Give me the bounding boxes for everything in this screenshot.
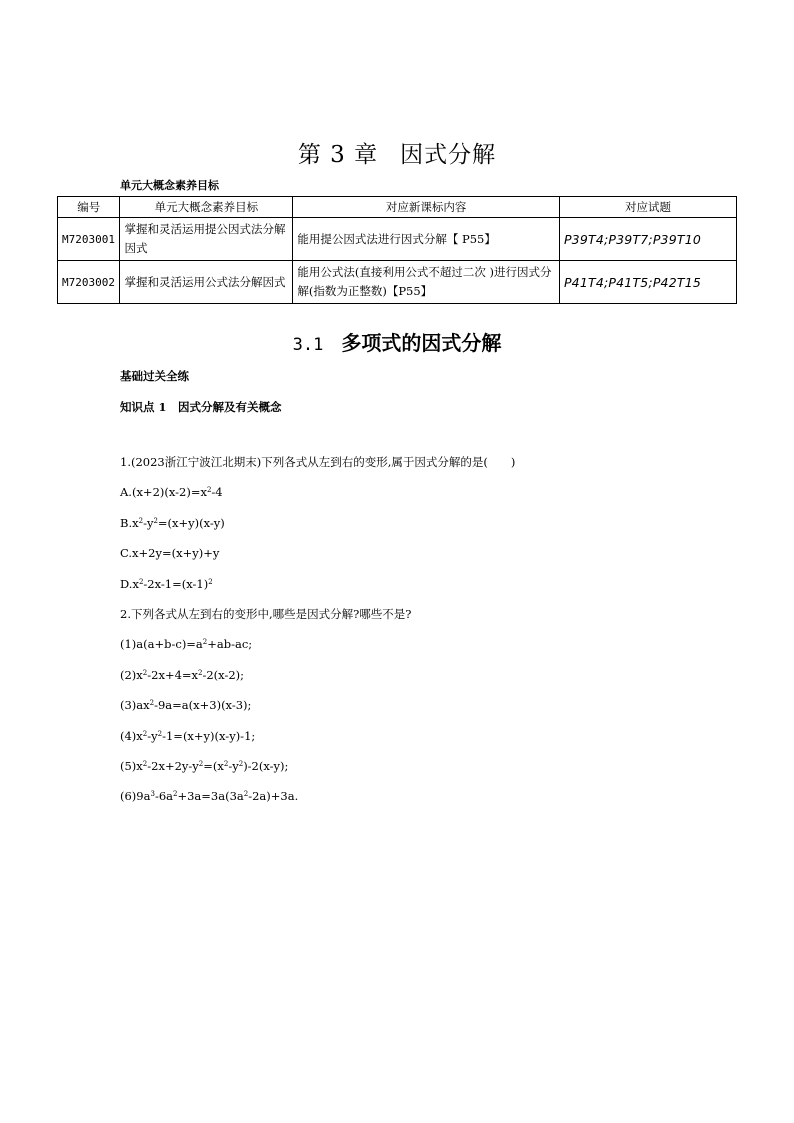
q1-stem: 1.(2023浙江宁波江北期末)下列各式从左到右的变形,属于因式分解的是( ) — [120, 455, 516, 469]
exercise-list — [120, 452, 760, 817]
chapter-number: 第 3 章 — [297, 142, 379, 168]
section-number: 3.1 — [292, 335, 324, 355]
q2-stem: 2.下列各式从左到右的变形中,哪些是因式分解?哪些不是? — [120, 606, 412, 621]
q2-item-5: $(5)x^2-2x+2y-y^2=(x^2-y^2)-2(x-y)$; — [120, 758, 289, 773]
q2-item-3: $(3)ax^2-9a=a(x+3)(x-3)$; — [120, 698, 252, 713]
row-content: 能用公式法(直接利用公式不超过二次 )进行因式分解(指数为正整数)【P55】 — [293, 261, 560, 304]
header-goal: 单元大概念素养目标 — [120, 197, 293, 218]
section-name: 多项式的因式分解 — [341, 331, 502, 355]
row-code: M7203001 — [58, 218, 120, 261]
header-questions: 对应试题 — [559, 197, 736, 218]
row-content: 能用提公因式法进行因式分解【 P55】 — [293, 218, 560, 261]
goals-table — [57, 196, 737, 304]
practice-label: 基础过关全练 — [120, 369, 189, 383]
table-row — [58, 218, 737, 261]
q1-option-c: C.x+2y=(x+y)+y — [120, 546, 220, 561]
row-code: M7203002 — [58, 261, 120, 304]
row-questions: P41T4;P41T5;P42T15 — [559, 261, 736, 304]
q2-item-2: $(2)x^2-2x+4=x^2-2(x-2)$; — [120, 667, 245, 682]
row-goal: 掌握和灵活运用公式法分解因式 — [120, 261, 293, 304]
q2-item-1: $(1)a(a+b-c)=a^2+ab-ac$; — [120, 637, 253, 652]
header-content: 对应新课标内容 — [293, 197, 560, 218]
table-header-row — [58, 197, 737, 218]
section-title — [0, 327, 794, 356]
knowledge-point: 知识点 1 因式分解及有关概念 — [120, 400, 282, 414]
chapter-title — [0, 136, 794, 169]
chapter-name: 因式分解 — [400, 142, 497, 168]
row-goal: 掌握和灵活运用提公因式法分解因式 — [120, 218, 293, 261]
table-row — [58, 261, 737, 304]
goals-table-caption: 单元大概念素养目标 — [120, 179, 219, 192]
q1-option-d: $D.x^2-2x-1=(x-1)^2$ — [120, 576, 213, 591]
q1-option-a: $A.(x+2)(x-2)=x^2-4$ — [120, 485, 223, 500]
row-questions: P39T4;P39T7;P39T10 — [559, 218, 736, 261]
header-code: 编号 — [58, 197, 120, 218]
q2-item-6: $(6)9a^3-6a^2+3a=3a(3a^2-2a)+3a$. — [120, 789, 299, 804]
q1-option-b: $B.x^2-y^2=(x+y)(x-y)$ — [120, 515, 225, 530]
q2-item-4: $(4)x^2-y^2-1=(x+y)(x-y)-1$; — [120, 728, 256, 743]
